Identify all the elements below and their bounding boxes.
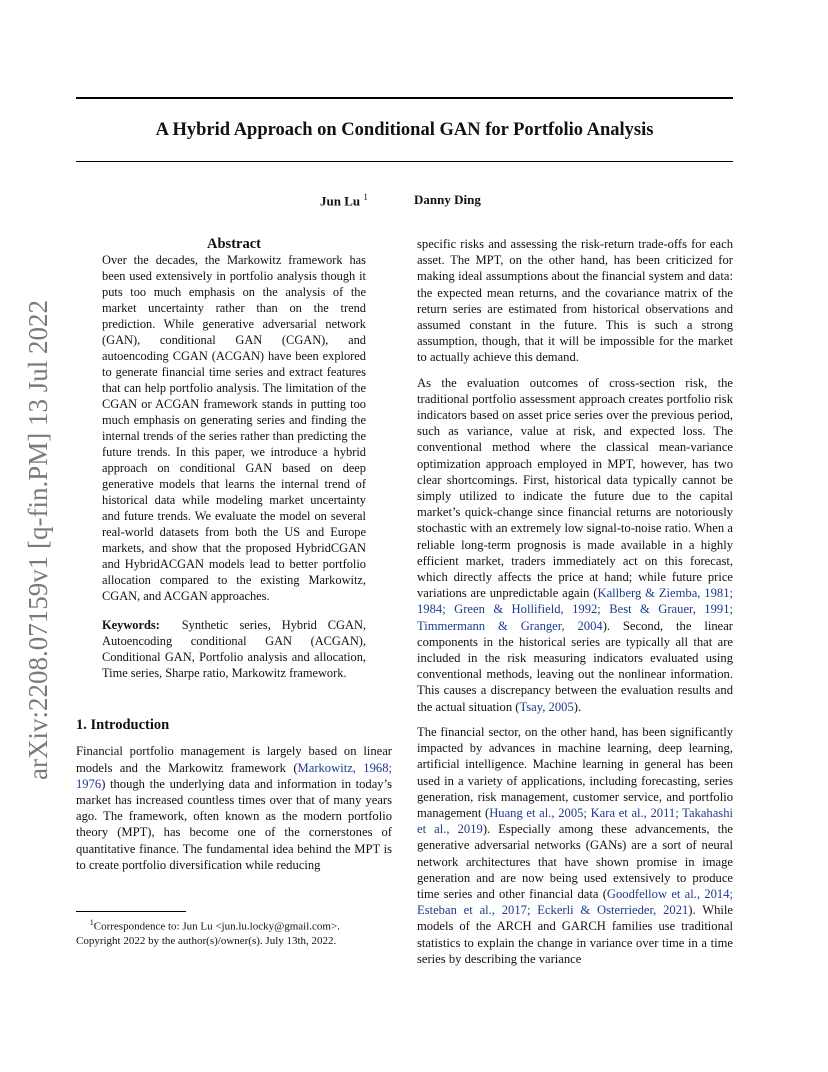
footnote-line-1	[76, 916, 392, 934]
author-footnote-mark[interactable]: 1	[363, 192, 368, 202]
citation-link[interactable]: Huang et al., 2005; Kara et al., 2011; Takahashi et al., 2019	[417, 805, 734, 837]
introduction-paragraph	[76, 743, 392, 873]
arxiv-identifier: arXiv:2208.07159v1 [q-fin.PM] 13 Jul 2022	[23, 300, 53, 780]
author-name: Danny Ding	[414, 192, 481, 207]
abstract-text: Over the decades, the Markowitz framework has been used extensively in portfolio analysis though it puts too much emphasis on the analysis of the market uncertainty rather than on the trend prediction. While generative adversarial network (GAN), conditional GAN (CGAN), and autoencoding CGAN (ACGAN) have been explored to generate financial time series and extract features that can help portfolio analysis. The limitation of the CGAN or ACGAN framework stands in putting too much emphasis on generating series and finding the internal trends of the series rather than predicting the future trends. In this paper, we introduce a hybrid approach on conditional GAN based on deep generative models that learns the internal trend of historical data while modeling market uncertainty and future trends. We evaluate the model on several real-world datasets from both the US and Europe markets, and show that the proposed HybridCGAN and HybridACGAN models lead to better portfolio allocation compared to the existing Markowitz, CGAN, and ACGAN approaches.	[102, 253, 366, 604]
abstract-heading: Abstract	[207, 236, 261, 252]
paper-title: A Hybrid Approach on Conditional GAN for Portfolio Analysis	[155, 120, 654, 140]
body-paragraph-3	[417, 724, 733, 967]
text-run: Financial portfolio management is largely based on linear models and the Markowitz framework (	[76, 744, 392, 775]
footnote-text: Correspondence to: Jun Lu <jun.lu.locky@gmail.com>.	[93, 920, 340, 933]
citation-link[interactable]: Tsay, 2005	[519, 699, 574, 714]
body-paragraph-1: specific risks and assessing the risk-return trade-offs for each asset. The MPT, on the other hand, has been criticized for making ideal assumptions about the financial system and data: the expected mean returns, and the covariance matrix of the return series are estimated from historical observations and assumed constant in the future. This is such a strong assumption, though, that it will be impossible for the market to actually achieve this demand.	[417, 237, 733, 365]
footnote-mark: 1	[89, 918, 94, 927]
footnote	[76, 916, 392, 948]
author-name: Jun Lu	[320, 193, 361, 209]
author-2	[414, 192, 481, 208]
author-1	[320, 192, 368, 209]
text-run: As the evaluation outcomes of cross-section risk, the traditional portfolio assessment approach creates portfolio risk indicators based on asset price series over the previous period, such as variance, value at risk, and expected loss. The conventional method where the classical mean-variance optimization approach employed in MPT, however, has two clear shortcomings. First, historical data typically cannot be simply utilized to indicate the future due to the capital market’s quick-change since financial returns are notoriously stochastic with an extremely low signal-to-noise ratio. When a reliable long-term prognosis is made available in a highly efficient market, traders immediately act on this forecast, which directly affects the price at hand; while future price variations are unpredictable again (	[417, 375, 733, 601]
text-run: The financial sector, on the other hand, has been significantly impacted by advances in machine learning, deep learning, artificial intelligence. Machine learning in general has been used in a variety of applications, including forecasting, series generation, risk management, customer service, and portfolio management (	[417, 724, 733, 820]
title-rule-top	[76, 97, 733, 99]
title-rule-bottom	[76, 161, 733, 162]
citation-link[interactable]: Kallberg & Ziemba, 1981; 1984; Green & Hollifield, 1992; Best & Grauer, 1991; Timmermann & Granger, 2004	[417, 586, 733, 633]
text-run: ). While models of the ARCH and GARCH families use traditional statistics to explain the change in variance over time in a time series by describing the variance	[417, 903, 733, 966]
keywords	[76, 617, 392, 681]
citation-link[interactable]: Goodfellow et al., 2014; Esteban et al., 2017; Eckerli & Osterrieder, 2021	[417, 886, 734, 918]
keywords-text: Synthetic series, Hybrid CGAN, Autoencoding conditional GAN (ACGAN), Conditional GAN, Portfolio analysis and allocation, Time series, Sharpe ratio, Markowitz framework.	[102, 618, 366, 681]
text-run: ).	[573, 699, 582, 714]
body-paragraph-2	[417, 375, 733, 715]
citation-link[interactable]: Markowitz, 1968; 1976	[76, 760, 392, 791]
text-run: ). Especially among these advancements, the generative adversarial networks (GANs) are a sort of neural network architectures that have shown promise in image generation and are now being used extensively to produce time series and other financial data (	[417, 822, 733, 901]
introduction-heading: 1. Introduction	[76, 717, 170, 734]
text-run: ) though the underlying data and information in today’s market has increased countless times over that of many years ago. The framework, often known as the modern portfolio theory (MPT), has become one of the cornerstones of quantitative finance. The fundamental idea behind the MPT is to create portfolio diversification while reducing	[76, 776, 392, 872]
right-column	[417, 236, 733, 967]
footnote-line-2: Copyright 2022 by the author(s)/owner(s). July 13th, 2022.	[76, 934, 337, 947]
footnote-rule	[76, 911, 186, 912]
keywords-label: Keywords:	[102, 618, 160, 633]
text-run: ). Second, the linear components in the historical series are typically all that are included in the risk measuring indicators evaluated using conventional methods, leaving out the nonlinear information. This causes a discrepancy between the evaluation results and the actual situation (	[417, 618, 733, 714]
left-column	[76, 236, 392, 873]
